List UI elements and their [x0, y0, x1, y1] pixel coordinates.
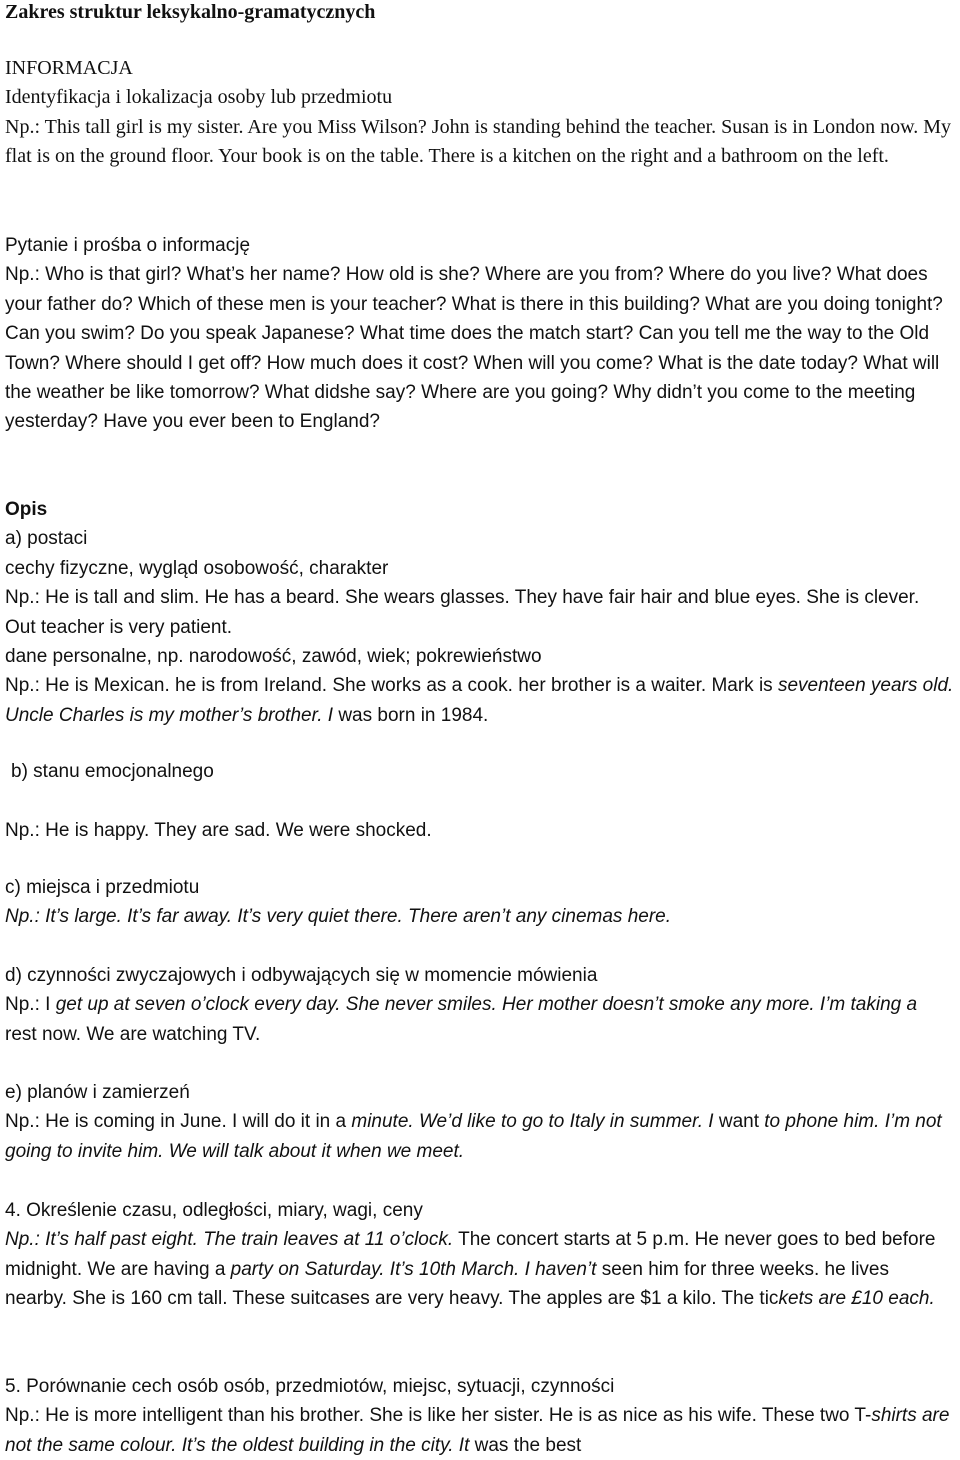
opis-e-example [5, 1107, 950, 1166]
section5-example-tail: was the best [469, 1434, 582, 1456]
opis-e-example-plain: Np.: He is coming in June. I will do it in a [5, 1111, 352, 1133]
opis-c-label: c) miejsca i przedmiotu [5, 877, 200, 898]
opis-c-example [5, 902, 956, 931]
opis-e-example-italic2: to phone him. I’m not going to invite him. We will talk about it when we meet. [5, 1111, 942, 1162]
opis-b-example: Np.: He is happy. They are sad. We were shocked. [5, 820, 432, 841]
section-pytanie [5, 231, 956, 437]
section5-heading: 5. Porównanie cech osób osób, przedmiotów, miejsc, sytuacji, czynności [5, 1376, 615, 1397]
section4-heading: 4. Określenie czasu, odległości, miary, wagi, ceny [5, 1200, 423, 1221]
section-opis-d [5, 961, 956, 1049]
opis-d-example [5, 990, 920, 1049]
section-opis-e [5, 1078, 956, 1166]
opis-a-sub2: dane personalne, np. narodowość, zawód, wiek; pokrewieństwo [5, 646, 542, 668]
section5-example-plain: Np.: He is more intelligent than his brother. She is like her sister. He is as nice as his wife. These two T- [5, 1405, 872, 1427]
informacja-heading: INFORMACJA [5, 57, 133, 79]
section-opis-c [5, 873, 956, 932]
section4-example-plain2: seen him for three weeks. he lives nearby. She is 160 cm tall. These suitcases are very heavy. The apples are $1 a kilo. The tic [5, 1258, 889, 1310]
opis-d-example-tail: rest now. We are watching TV. [5, 1023, 261, 1045]
section-5 [5, 1372, 956, 1460]
informacja-subheading: Identyfikacja i lokalizacja osoby lub przedmiotu [5, 86, 393, 109]
opis-a-example2-plain: Np.: He is Mexican. he is from Ireland. She works as a cook. her brother is a waiter. Mark is [5, 675, 773, 697]
opis-a-example2 [5, 671, 957, 730]
section-opis-b-example [5, 816, 956, 845]
pytanie-heading: Pytanie i prośba o informację [5, 235, 251, 256]
section-opis-b [5, 757, 956, 786]
section-opis [5, 495, 956, 730]
opis-a-sub1: cechy fizyczne, wygląd osobowość, charakter [5, 557, 389, 579]
opis-d-example-italic: get up at seven o’clock every day. She never smiles. Her mother doesn’t smoke any more. I’m taking a [55, 994, 918, 1016]
page-title: Zakres struktur leksykalno-gramatycznych [5, 1, 376, 23]
opis-d-label: d) czynności zwyczajowych i odbywających się w momencie mówienia [5, 965, 598, 986]
informacja-example: Np.: This tall girl is my sister. Are you Miss Wilson? John is standing behind the teacher. Susan is in London now. My flat is on the ground floor. Your book is on the table. There is a kitchen on the right and a bathroom on the left. [5, 115, 952, 168]
section4-example-italic: Np.: It’s half past eight. The train leaves at 11 o’clock. [5, 1229, 454, 1251]
section5-example-italic: shirts are not the same colour. It’s the oldest building in the city. It [5, 1405, 950, 1456]
section-informacja [5, 54, 956, 172]
opis-e-example-mid: want [713, 1111, 759, 1133]
section4-example [5, 1225, 955, 1313]
section4-example-italic3: kets are £10 each. [778, 1288, 935, 1310]
opis-b-label: b) stanu emocjonalnego [11, 761, 214, 782]
opis-a-example1: Np.: He is tall and slim. He has a beard. She wears glasses. They have fair hair and blue eyes. She is clever. Out teacher is very patient. [5, 587, 920, 638]
opis-e-label: e) planów i zamierzeń [5, 1082, 190, 1103]
opis-a-label: a) postaci [5, 528, 88, 550]
section5-example [5, 1401, 955, 1460]
section4-example-italic2: party on Saturday. It’s 10th March. I haven’t [230, 1258, 597, 1280]
section-4 [5, 1196, 956, 1314]
opis-a-example2-tail: was born in 1984. [338, 704, 489, 726]
opis-e-example-italic: minute. We’d like to go to Italy in summer. I [351, 1111, 714, 1133]
section4-example-plain: The concert starts at 5 p.m. He never goes to bed before midnight. We are having a [5, 1229, 936, 1280]
opis-c-example-italic: Np.: It’s large. It’s far away. It’s very quiet there. There aren’t any cinemas here. [5, 906, 672, 928]
opis-a-example2-italic: seventeen years old. Uncle Charles is my mother’s brother. I [5, 675, 954, 726]
opis-heading: Opis [5, 499, 48, 520]
opis-d-example-plain: Np.: I [5, 994, 56, 1016]
pytanie-example: Np.: Who is that girl? What’s her name? How old is she? Where are you from? Where do you live? What does your father do? Which of these men is your teacher? What is there in this building? What are you doing tonight? Can you swim? Do you speak Japanese? What time does the match start? Can you tell me the way to the Old Town? Where should I get off? How much does it cost? When will you come? What is the date today? What will the weather be like tomorrow? What didshe say? Where are you going? Why didn’t you come to the meeting yesterday? Have you ever been to England? [5, 264, 943, 433]
